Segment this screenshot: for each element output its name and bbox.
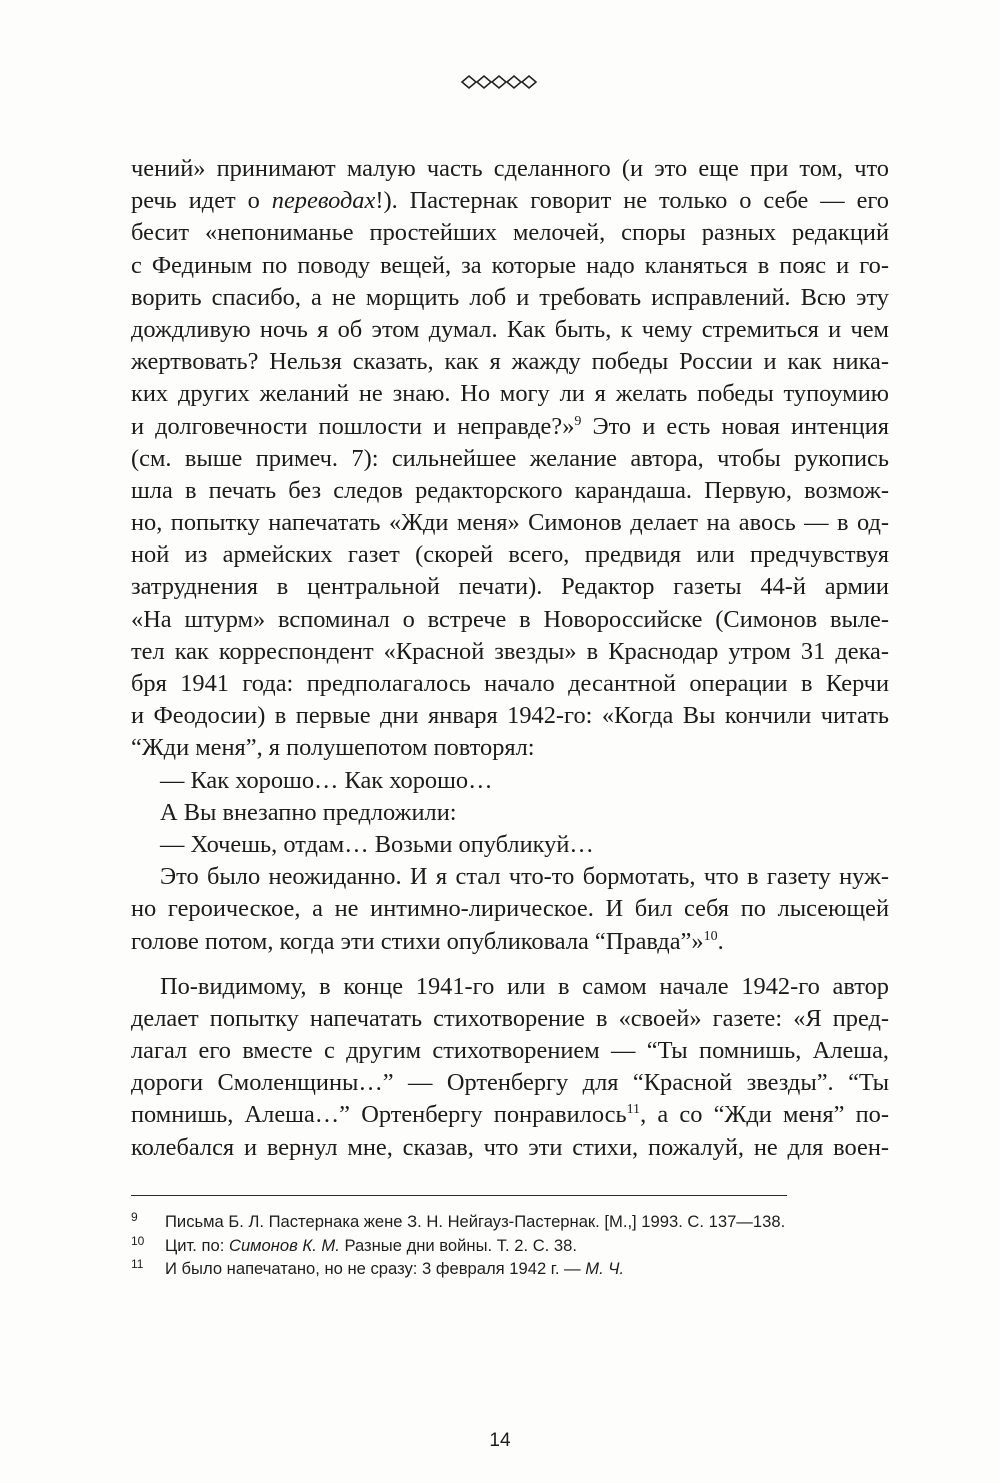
- line-text: А Вы внезапно предложили:: [160, 798, 457, 826]
- line-text: дороги Смоленщины…” — Ортенбергу для “Красной звезды”. “Ты: [131, 1069, 889, 1097]
- footnote-ref: 9: [574, 413, 582, 429]
- footnote: [131, 1234, 891, 1258]
- footnote-divider: [131, 1195, 787, 1196]
- text-line: [131, 217, 889, 249]
- text-line: [131, 250, 889, 282]
- line-text: с Фединым по поводу вещей, за которые надо кланяться в пояс и го-: [131, 251, 889, 279]
- text-line: [131, 282, 889, 314]
- text-line: [131, 443, 889, 475]
- footnote-italic: М. Ч.: [585, 1259, 625, 1278]
- line-text: ворить спасибо, а не морщить лоб и требовать исправлений. Всю эту: [131, 283, 889, 311]
- line-text: жертвовать? Нельзя сказать, как я жажду победы России и как ника-: [131, 348, 889, 376]
- text-line: [131, 475, 889, 507]
- text-line: [131, 971, 889, 1003]
- line-text: помнишь, Алеша…” Ортенбергу понравилось: [131, 1101, 627, 1129]
- line-text: речь идет о: [131, 187, 272, 215]
- text-line: [131, 700, 889, 732]
- text-line: [131, 411, 889, 443]
- text-line: [131, 1003, 889, 1035]
- line-text: делает попытку напечатать стихотворение в «своей» газете: «Я пред-: [131, 1004, 889, 1032]
- line-text: шла в печать без следов редакторского карандаша. Первую, возмож-: [131, 476, 889, 504]
- text-line: [131, 153, 889, 185]
- text-line: [131, 797, 889, 829]
- line-text: — Как хорошо… Как хорошо…: [160, 766, 493, 794]
- line-text-tail: , а со “Жди меня” по-: [640, 1101, 889, 1129]
- text-line: [131, 829, 889, 861]
- line-text: “Жди меня”, я полушепотом повторял:: [131, 734, 535, 762]
- footnote-number: 9: [131, 1210, 138, 1224]
- text-line: [131, 1132, 889, 1164]
- diamond-ornament-icon: [0, 74, 1000, 94]
- footnote-text: [165, 1210, 891, 1234]
- line-text: лагал его вместе с другим стихотворением — “Ты помнишь, Алеша,: [131, 1037, 889, 1065]
- text-line: [131, 185, 889, 217]
- line-text: дождливую ночь я об этом думал. Как быть, к чему стремиться и чем: [131, 315, 889, 343]
- footnote-ref: 10: [703, 928, 718, 944]
- text-line: [131, 668, 889, 700]
- text-line: [131, 765, 889, 797]
- line-text: голове потом, когда эти стихи опубликовала “Правда”»: [131, 927, 704, 955]
- text-line: [131, 1099, 889, 1131]
- page-number: 14: [489, 1430, 511, 1451]
- italic-text: переводах: [271, 187, 376, 215]
- line-text: По-видимому, в конце 1941-го или в самом начале 1942-го автор: [160, 972, 889, 1000]
- text-line: [131, 507, 889, 539]
- text-line: [131, 571, 889, 603]
- text-line: [131, 926, 889, 958]
- line-text-tail: !). Пастернак говорит не только о себе — его: [375, 187, 889, 215]
- text-line: [131, 893, 889, 925]
- line-text: затруднения в центральной печати). Редактор газеты 44-й армии: [131, 573, 889, 601]
- footnote-text-tail: Разные дни войны. Т. 2. С. 38.: [339, 1235, 577, 1255]
- footnote-text-main: И было напечатано, но не сразу: 3 февраля 1942 г. —: [165, 1259, 586, 1278]
- footnotes: [131, 1210, 891, 1281]
- footnote-text-main: Цит. по:: [165, 1235, 229, 1255]
- paragraph-gap: [131, 958, 889, 971]
- line-text: Это было неожиданно. И я стал что-то бормотать, что в газету нуж-: [160, 863, 889, 891]
- footnote: [131, 1210, 891, 1234]
- text-line: [131, 732, 889, 764]
- text-line: [131, 314, 889, 346]
- line-text: и Феодосии) в первые дни января 1942-го: «Когда Вы кончили читать: [131, 702, 889, 730]
- text-line: [131, 861, 889, 893]
- line-text: и долговечности пошлости и неправде?»: [131, 412, 575, 440]
- line-text: бря 1941 года: предполагалось начало десантной операции в Керчи: [131, 670, 889, 697]
- line-text: тел как корреспондент «Красной звезды» в Краснодар утром 31 дека-: [131, 637, 889, 665]
- line-text: чений» принимают малую часть сделанного (и это еще при том, что: [131, 155, 889, 182]
- line-text: ких других желаний не знаю. Но могу ли я желать победы тупоумию: [131, 380, 889, 408]
- text-line: [131, 1067, 889, 1099]
- line-text: (см. выше примеч. 7): сильнейшее желание автора, чтобы рукопись: [131, 444, 889, 472]
- footnote-text: [165, 1257, 891, 1281]
- footnote-ref: 11: [626, 1102, 641, 1118]
- line-text: бесит «непониманье простейших мелочей, споры разных редакций: [131, 219, 889, 247]
- line-text: ной из армейских газет (скорей всего, предвидя или предчувствуя: [131, 541, 889, 569]
- line-text: но героическое, а не интимно-лирическое. И бил себя по лысеющей: [131, 895, 889, 923]
- footnote-italic: Симонов К. М.: [228, 1235, 340, 1255]
- line-text: — Хочешь, отдам… Возьми опубликуй…: [160, 830, 594, 858]
- footnote: [131, 1257, 891, 1281]
- footnote-text: [165, 1234, 891, 1258]
- line-text: «На штурм» вспоминал о встрече в Новороссийске (Симонов выле-: [131, 605, 889, 633]
- footnote-text-main: Письма Б. Л. Пастернака жене З. Н. Нейгауз-Пастернак. [М.,] 1993. С. 137—138.: [165, 1212, 786, 1231]
- text-line: [131, 636, 889, 668]
- text-line: [131, 604, 889, 636]
- line-text-tail: Это и есть новая интенция: [581, 412, 889, 440]
- line-text: но, попытку напечатать «Жди меня» Симонов делает на авось — в од-: [131, 509, 889, 537]
- main-text: [131, 153, 889, 1164]
- line-text: колебался и вернул мне, сказав, что эти стихи, пожалуй, не для воен-: [131, 1133, 889, 1161]
- text-line: [131, 539, 889, 571]
- footnote-number: 11: [131, 1257, 144, 1271]
- text-line: [131, 346, 889, 378]
- text-line: [131, 1035, 889, 1067]
- footnote-number: 10: [131, 1233, 145, 1248]
- text-line: [131, 378, 889, 410]
- line-text-tail: .: [717, 927, 724, 955]
